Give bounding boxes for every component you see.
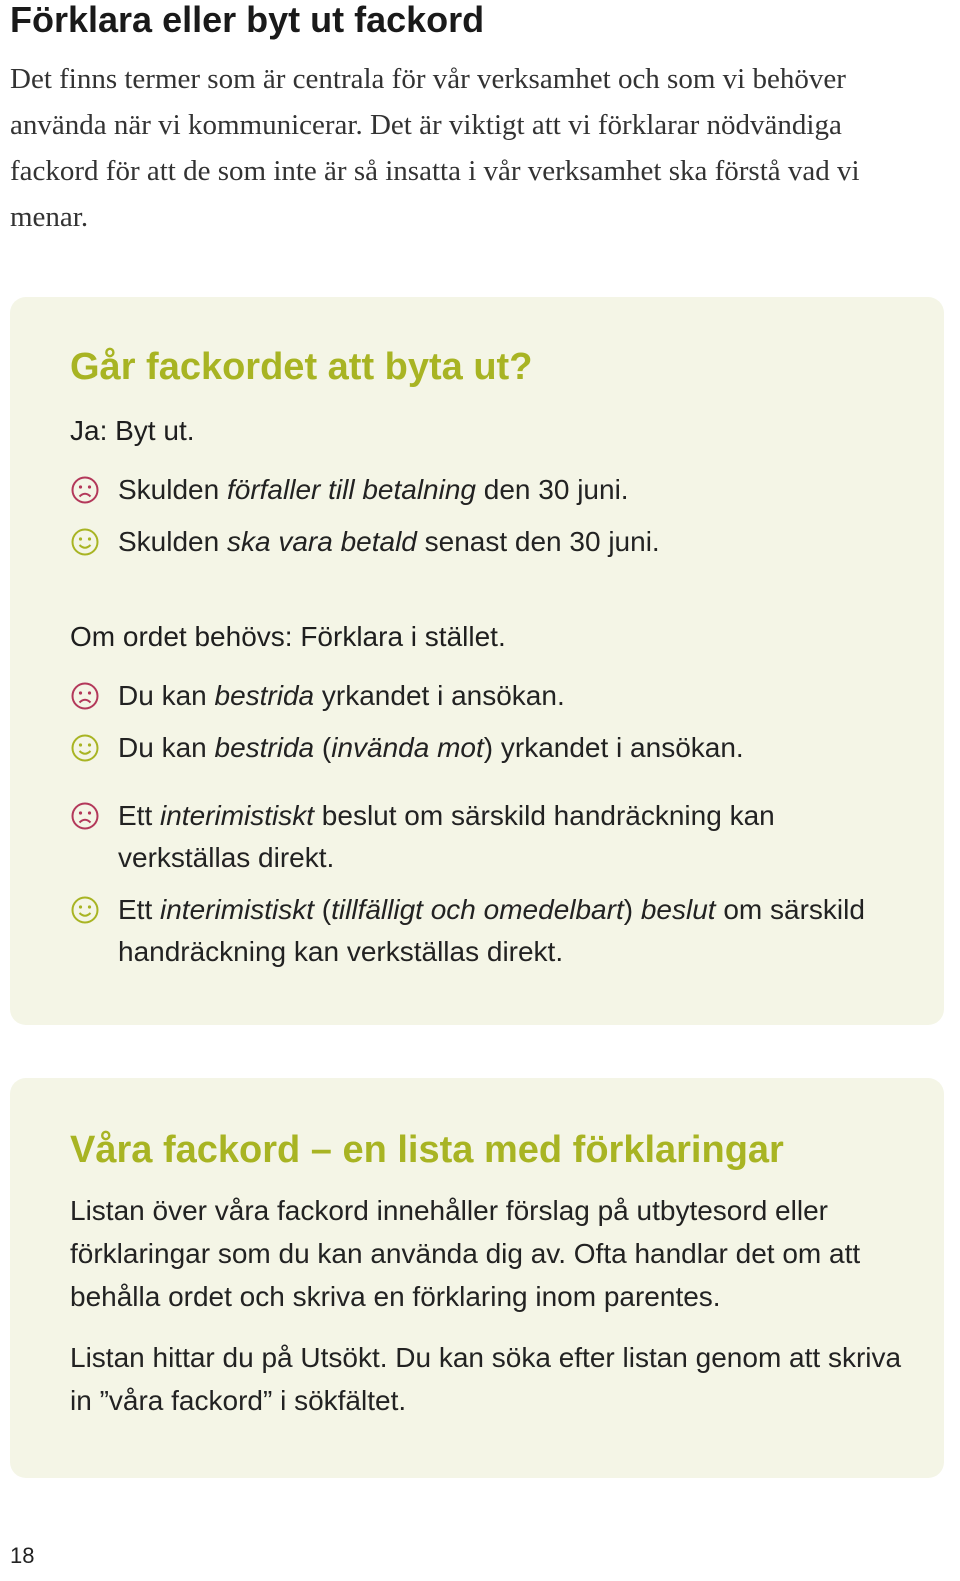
list-description: Listan över våra fackord innehåller förslag på utbytesord eller förklaringar som du kan använda dig av. Ofta handlar det om att behålla ordet och skriva en förklaring inom parentes. [70, 1195, 861, 1312]
bad-example [70, 795, 890, 879]
box-title-replace: Går fackordet att byta ut? [70, 346, 533, 388]
example-text: Ett interimistiskt (tillfälligt och omedelbart) beslut om särskild handräckning kan verkställas direkt. [118, 894, 865, 967]
box-title-list: Våra fackord – en lista med förklaringar [70, 1129, 784, 1171]
example-text: Du kan bestrida (invända mot) yrkandet i ansökan. [118, 732, 744, 763]
sad-face-icon [70, 475, 100, 505]
bad-example [70, 675, 890, 717]
example-text: Skulden ska vara betald senast den 30 juni. [118, 526, 660, 557]
good-example [70, 521, 890, 563]
subheading-replace: Ja: Byt ut. [70, 415, 195, 446]
page-number: 18 [10, 1543, 35, 1568]
bad-example [70, 469, 890, 511]
good-example [70, 889, 890, 973]
example-text: Du kan bestrida yrkandet i ansökan. [118, 680, 565, 711]
page-heading: Förklara eller byt ut fackord [10, 0, 485, 40]
list-location: Listan hittar du på Utsökt. Du kan söka efter listan genom att skriva in ”våra fackord” i sökfältet. [70, 1342, 902, 1416]
info-box [10, 1078, 944, 1478]
example-text: Skulden förfaller till betalning den 30 juni. [118, 474, 629, 505]
sad-face-icon [70, 681, 100, 711]
intro-paragraph: Det finns termer som är centrala för vår verksamhet och som vi behöver använda när vi kommunicerar. Det är viktigt att vi förklarar nödvändiga fackord för att de som inte är så insatta i vår verksamhet ska förstå vad vi menar. [10, 63, 860, 233]
good-example [70, 727, 890, 769]
sad-face-icon [70, 801, 100, 831]
example-box [10, 297, 944, 1025]
smiley-face-icon [70, 527, 100, 557]
smiley-face-icon [70, 895, 100, 925]
subheading-explain: Om ordet behövs: Förklara i stället. [70, 621, 506, 652]
smiley-face-icon [70, 733, 100, 763]
example-text: Ett interimistiskt beslut om särskild handräckning kan verkställas direkt. [118, 800, 775, 873]
